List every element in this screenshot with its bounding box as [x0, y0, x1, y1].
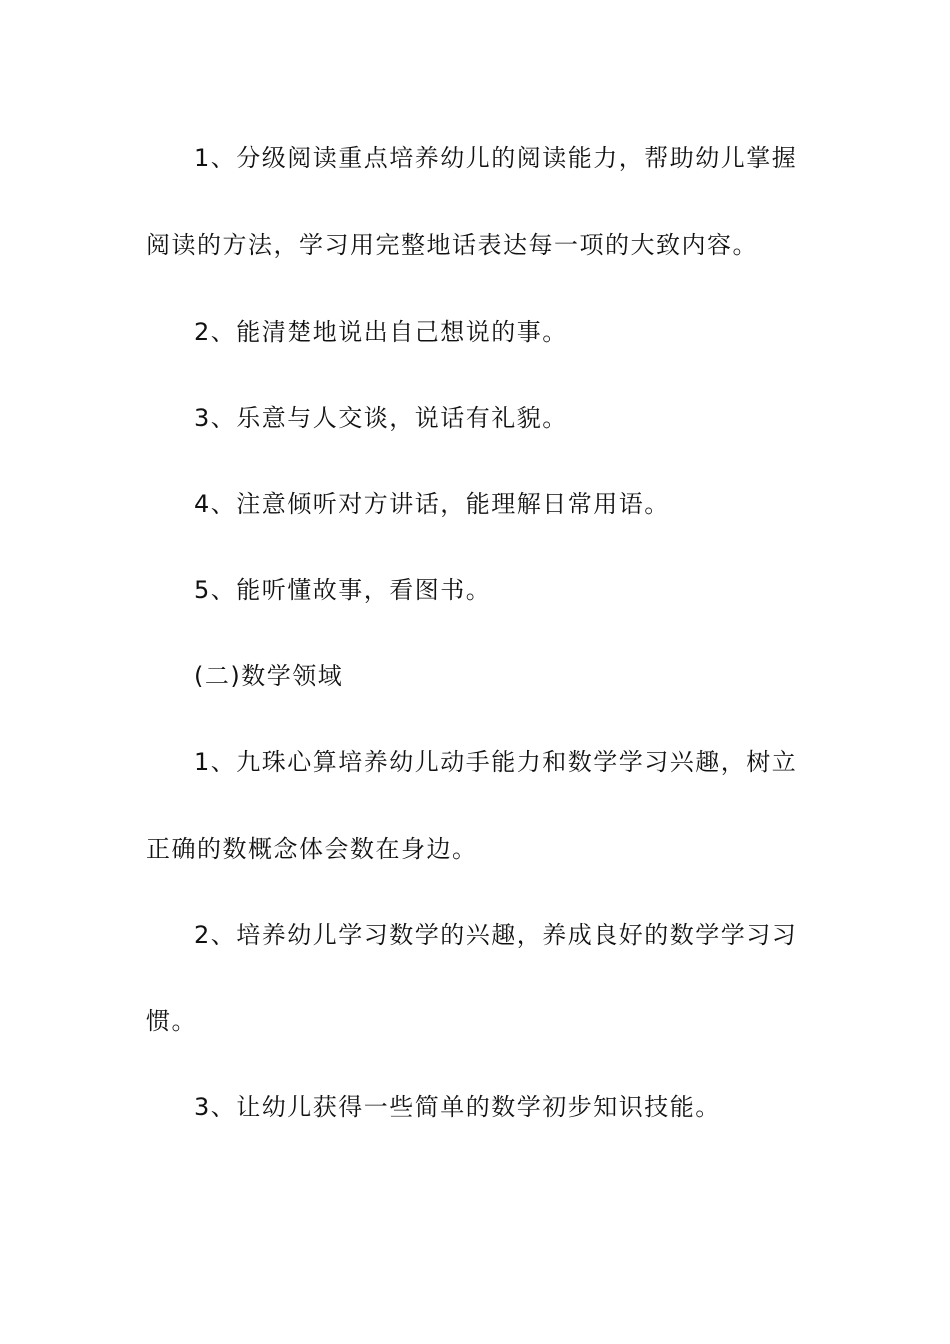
paragraph-line: 1、分级阅读重点培养幼儿的阅读能力，帮助幼儿掌握 [194, 144, 798, 172]
section-heading: (二)数学领域 [194, 662, 344, 690]
paragraph-line: 5、能听懂故事，看图书。 [194, 576, 492, 604]
paragraph-line: 1、九珠心算培养幼儿动手能力和数学学习兴趣，树立 [194, 748, 798, 776]
paragraph-line: 阅读的方法，学习用完整地话表达每一项的大致内容。 [146, 231, 758, 259]
paragraph-line: 2、培养幼儿学习数学的兴趣，养成良好的数学学习习 [194, 921, 798, 949]
paragraph-line: 3、让幼儿获得一些简单的数学初步知识技能。 [194, 1093, 721, 1121]
paragraph-line: 3、乐意与人交谈，说话有礼貌。 [194, 404, 568, 432]
paragraph-line: 正确的数概念体会数在身边。 [146, 835, 478, 863]
paragraph-line: 2、能清楚地说出自己想说的事。 [194, 318, 568, 346]
paragraph-line: 4、注意倾听对方讲话，能理解日常用语。 [194, 490, 670, 518]
paragraph-line: 惯。 [146, 1007, 197, 1035]
